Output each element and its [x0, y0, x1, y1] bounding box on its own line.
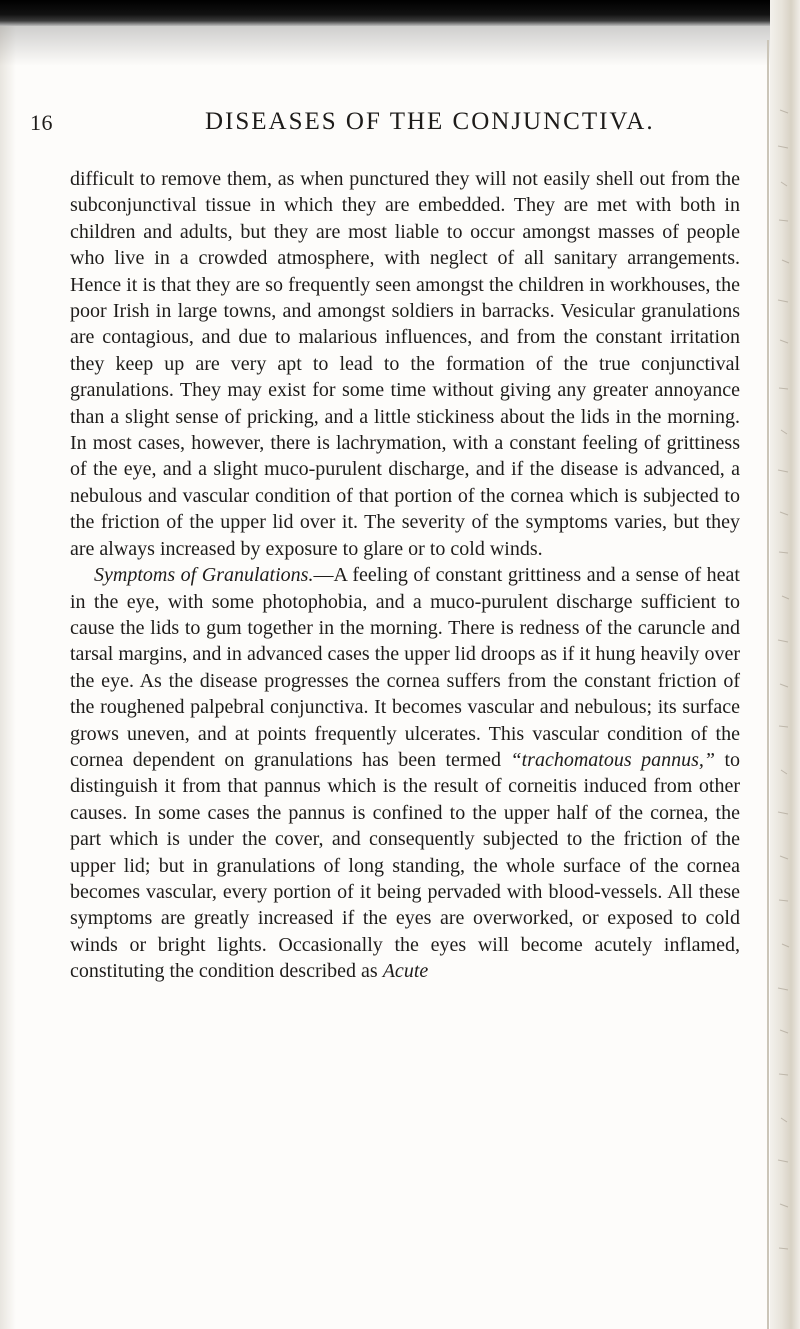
body-text — [70, 166, 740, 985]
paragraph-2 — [70, 562, 740, 985]
gutter-edge-line — [767, 40, 769, 1329]
paragraph-1-text: difficult to remove them, as when punctured they will not easily shell out from the subconjunctival tissue in which they are embedded. They are met with both in children and adults, but they are most liable to occur amongst masses of people who live in a crowded atmosphere, with neglect of all sanitary arrangements. Hence it is that they are so frequently seen amongst the children in workhouses, the poor Irish in large towns, and amongst soldiers in barracks. Vesicular granulations are contagious, and due to malarious influences, and from the constant irritation they keep up are very apt to lead to the formation of the true conjunctival granulations. They may exist for some time without giving any greater annoyance than a slight sense of pricking, and a little stickiness about the lids in the morning. In most cases, however, there is lachrymation, with a constant feeling of grittiness of the eye, and a slight muco-purulent discharge, and if the disease is advanced, a nebulous and vascular condition of that portion of the cornea which is subjected to the friction of the upper lid over it. The severity of the symptoms varies, but they are always increased by exposure to glare or to cold winds. — [70, 168, 740, 560]
paragraph-2b-text: to distinguish it from that pannus which is the result of corneitis induced from other causes. In some cases the pannus is confined to the upper half of the cornea, the part which is under the cover, and consequently subjected to the friction of the upper lid; but in granulations of long standing, the whole surface of the cornea becomes vascular, every portion of it being pervaded with blood-vessels. All these symptoms are greatly increased if the eyes are overworked, or exposed to cold winds or bright lights. Occasionally the eyes will become acutely inflamed, constituting the condition described as — [70, 748, 740, 983]
acute-term: Acute — [382, 960, 429, 983]
page-header — [30, 108, 730, 144]
scan-top-band — [0, 0, 800, 26]
page-left-edge-shadow — [0, 0, 16, 1329]
symptoms-heading: Symptoms of Granulations. — [94, 564, 314, 587]
running-head: DISEASES OF THE CONJUNCTIVA. — [205, 108, 655, 135]
paragraph-2-text: —A feeling of constant grittiness and a sense of heat in the eye, with some photophobia, and a muco-purulent discharge sufficient to cause the lids to gum together in the morning. There is redness of the caruncle and tarsal margins, and in advanced cases the upper lid droops as if it hung heavily over the eye. As the disease progresses the cornea suffers from the constant friction of the roughened palpebral conjunctiva. It becomes vascular and nebulous; its surface grows uneven, and at points frequently ulcerates. This vascular condition of the cornea dependent on granulations has been termed — [70, 564, 740, 771]
gutter-bleedthrough-marks — [774, 0, 796, 1329]
scan-top-shadow — [0, 26, 800, 66]
pannus-term: “trachomatous pannus,” — [510, 748, 715, 771]
paragraph-1 — [70, 166, 740, 562]
page-number: 16 — [30, 110, 53, 135]
